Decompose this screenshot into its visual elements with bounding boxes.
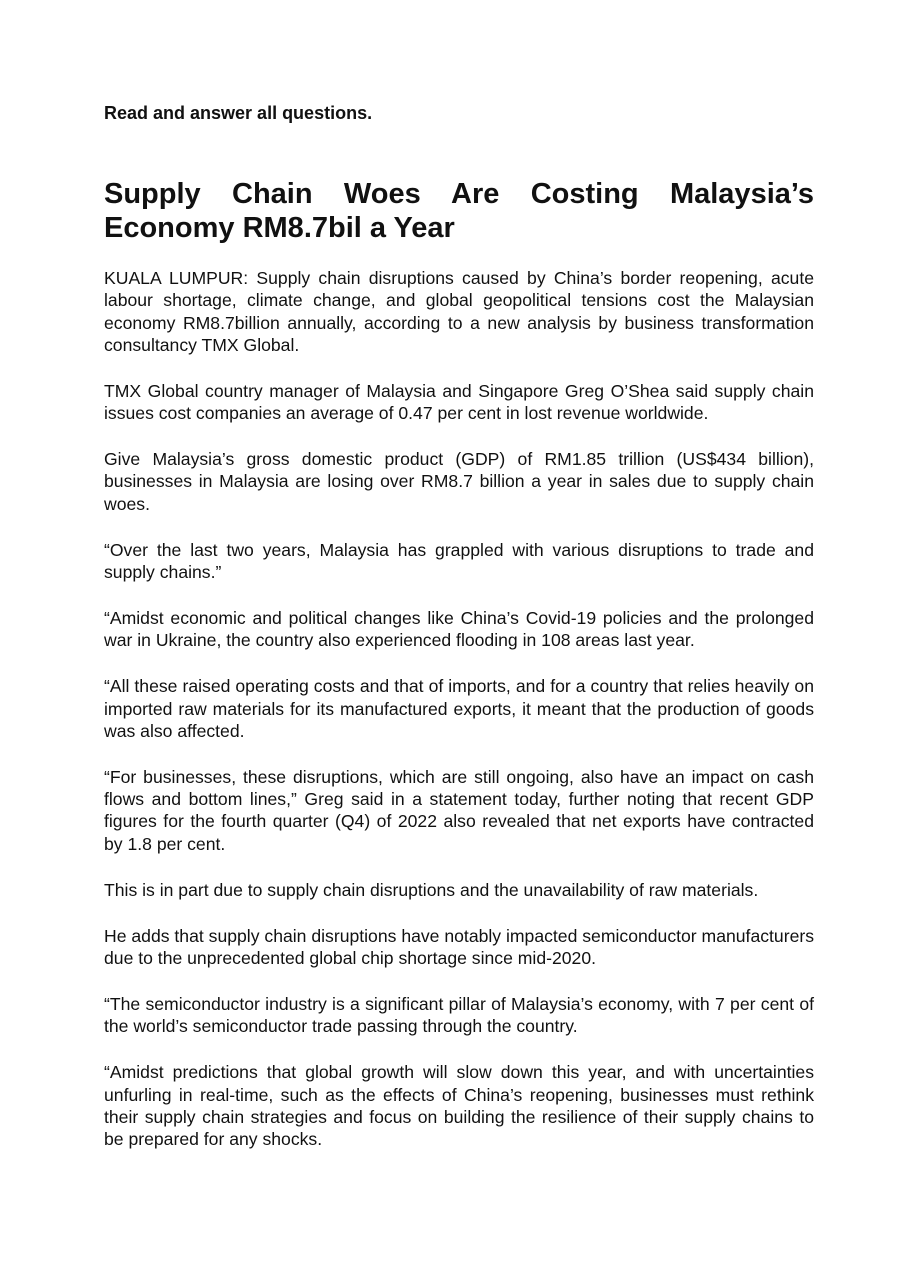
article-paragraph: Give Malaysia’s gross domestic product (GDP) of RM1.85 trillion (US$434 billion), businesses in Malaysia are losing over RM8.7 billion a year in sales due to supply chain woes. bbox=[104, 449, 814, 514]
article-paragraph: “The semiconductor industry is a significant pillar of Malaysia’s economy, with 7 per cent of the world’s semiconductor trade passing through the country. bbox=[104, 994, 814, 1037]
article-paragraph: “For businesses, these disruptions, which are still ongoing, also have an impact on cash flows and bottom lines,” Greg said in a statement today, further noting that recent GDP figures for the fourth quarter (Q4) of 2022 also revealed that net exports have contracted by 1.8 per cent. bbox=[104, 766, 814, 854]
article-headline: Supply Chain Woes Are Costing Malaysia’s Economy RM8.7bil a Year bbox=[104, 178, 814, 244]
article-paragraph: He adds that supply chain disruptions have notably impacted semiconductor manufacturers due to the unprecedented global chip shortage since mid-2020. bbox=[104, 925, 815, 969]
article-paragraph: KUALA LUMPUR: Supply chain disruptions caused by China’s border reopening, acute labour shortage, climate change, and global geopolitical tensions cost the Malaysian economy RM8.7billion annually, according to a new analysis by business transformation consultancy TMX Global. bbox=[104, 268, 814, 355]
article-paragraph: “Amidst predictions that global growth will slow down this year, and with uncertainties unfurling in real-time, such as the effects of China’s reopening, businesses must rethink their supply chain strategies and focus on building the resilience of their supply chains to be prepared for any shocks. bbox=[104, 1062, 814, 1150]
article-paragraph: “All these raised operating costs and that of imports, and for a country that relies heavily on imported raw materials for its manufactured exports, it meant that the production of goods was also affected. bbox=[104, 676, 814, 741]
article-body bbox=[104, 267, 814, 1150]
article-paragraph: TMX Global country manager of Malaysia and Singapore Greg O’Shea said supply chain issues cost companies an average of 0.47 per cent in lost revenue worldwide. bbox=[104, 380, 814, 424]
article-paragraph: This is in part due to supply chain disruptions and the unavailability of raw materials. bbox=[104, 879, 759, 900]
document-page bbox=[104, 102, 814, 1174]
article-paragraph: “Over the last two years, Malaysia has grappled with various disruptions to trade and supply chains.” bbox=[104, 539, 814, 583]
article-paragraph: “Amidst economic and political changes like China’s Covid-19 policies and the prolonged war in Ukraine, the country also experienced flooding in 108 areas last year. bbox=[104, 608, 814, 651]
instruction-text: Read and answer all questions. bbox=[104, 103, 373, 123]
